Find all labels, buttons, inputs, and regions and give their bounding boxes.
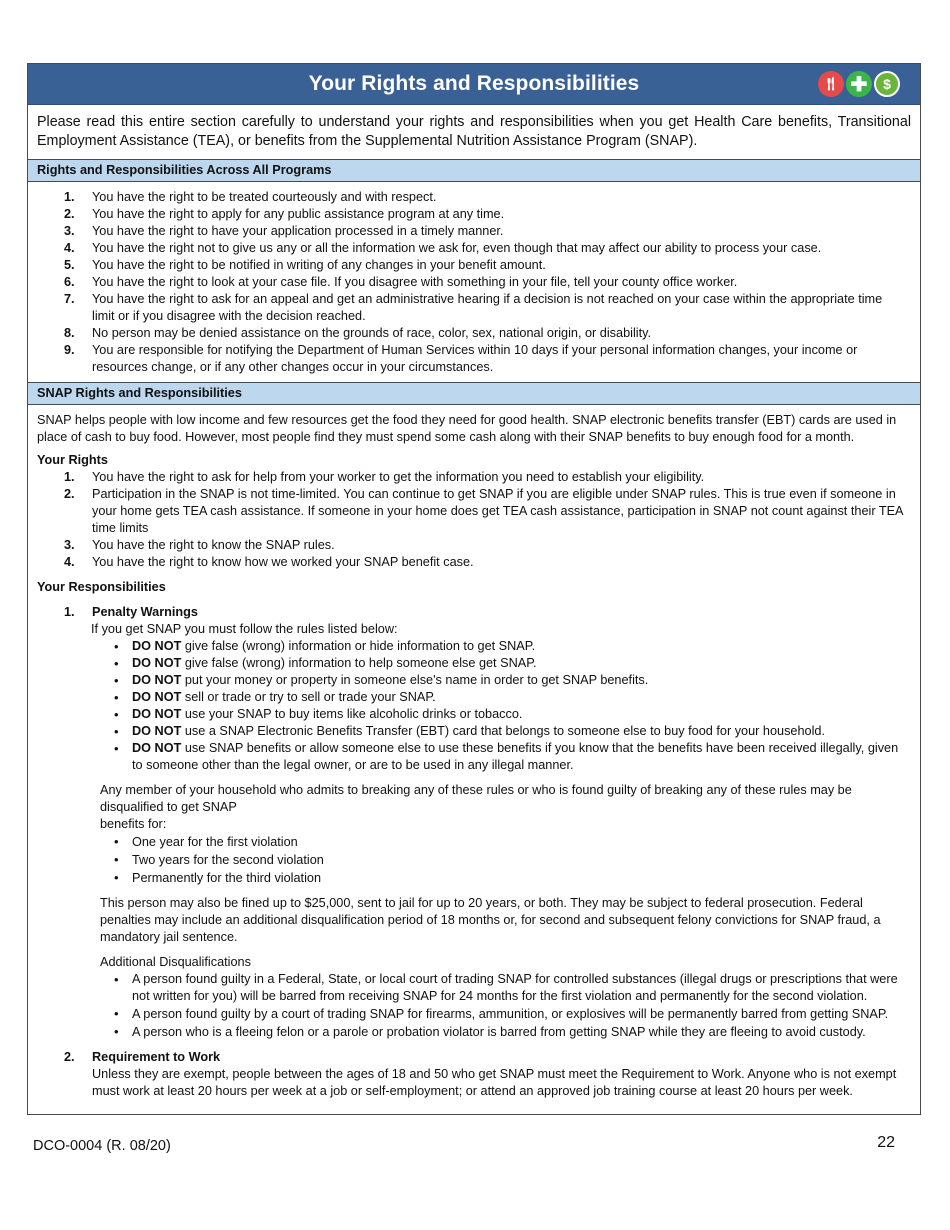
do-not-rules: [28, 638, 920, 774]
list-item: 1. You have the right to be treated courteously and with respect.: [64, 190, 437, 204]
title-bar: [28, 64, 920, 105]
disqualification-text: Any member of your household who admits to breaking any of these rules or who is found guilty of breaking any of these rules may be disqualified to get SNAP: [100, 783, 852, 814]
section-heading-snap: SNAP Rights and Responsibilities: [28, 382, 920, 405]
plus-icon: ✚: [846, 71, 872, 97]
list-item: 6. You have the right to look at your case file. If you disagree with something in your file, tell your county office worker.: [64, 275, 738, 289]
list-item: • DO NOT give false (wrong) information to help someone else get SNAP.: [28, 655, 920, 672]
requirement-to-work-text: Unless they are exempt, people between the ages of 18 and 50 who get SNAP must meet the Requirement to Work. Anyone who is not exempt must work at least 20 hours per week at a job or self-employment; or attend an approved job training course at least 20 hours per week.: [92, 1067, 897, 1098]
disqualification-text-2: benefits for:: [100, 817, 167, 831]
penalty-warnings-heading: Penalty Warnings: [92, 605, 198, 619]
all-programs-list: [28, 182, 920, 382]
list-item: • DO NOT give false (wrong) information or hide information to get SNAP.: [28, 638, 920, 655]
list-item: • DO NOT put your money or property in someone else's name in order to get SNAP benefits.: [28, 672, 920, 689]
requirement-to-work-heading: Requirement to Work: [92, 1050, 221, 1064]
program-icons: [818, 71, 900, 97]
list-item: • A person who is a fleeing felon or a parole or probation violator is barred from getting SNAP while they are fleeing to avoid custody.: [28, 1023, 920, 1041]
page-title: Your Rights and Responsibilities: [308, 72, 640, 95]
section-heading-all-programs: Rights and Responsibilities Across All Programs: [28, 159, 920, 182]
penalty-lead: If you get SNAP you must follow the rules listed below:: [91, 622, 398, 636]
fine-text: This person may also be fined up to $25,000, sent to jail for up to 20 years, or both. They may be subject to federal prosecution. Federal penalties may include an additional disqualification period of 18 months or, for second and subsequent felony convictions for SNAP fraud, a mandatory jail sentence.: [100, 896, 881, 944]
list-item: • A person found guilty by a court of trading SNAP for firearms, ammunition, or explosives will be permanently barred from getting SNAP.: [28, 1005, 920, 1023]
list-item: • DO NOT use your SNAP to buy items like alcoholic drinks or tobacco.: [28, 706, 920, 723]
intro-text: Please read this entire section carefully to understand your rights and responsibilities when you get Health Care benefits, Transitional Employment Assistance (TEA), or benefits from the Supplemental Nutrition Assistance Program (SNAP).: [37, 114, 911, 149]
list-item: 9. You are responsible for notifying the Department of Human Services within 10 days if your personal information changes, your income or resources change, or if any other changes occur in your circumstances.: [64, 343, 858, 374]
snap-rights-list: [28, 469, 920, 571]
additional-disqualifications-heading: Additional Disqualifications: [100, 955, 251, 969]
requirement-to-work-list: [28, 1041, 920, 1100]
content-frame: [27, 63, 921, 1115]
list-item: • DO NOT use a SNAP Electronic Benefits Transfer (EBT) card that belongs to someone else to buy food for your household.: [28, 723, 920, 740]
dollar-icon: $: [874, 71, 900, 97]
list-item: 5. You have the right to be notified in writing of any changes in your benefit amount.: [64, 258, 546, 272]
list-item: 1. You have the right to ask for help from your worker to get the information you need to establish your eligibility.: [64, 470, 705, 484]
list-item: 7. You have the right to ask for an appeal and get an administrative hearing if a decision is not reached on your case within the appropriate time limit or if you disagree with the decision reached.: [64, 292, 883, 323]
additional-disqualifications-list: [28, 971, 920, 1041]
snap-intro: SNAP helps people with low income and few resources get the food they need for good health. SNAP electronic benefits transfer (EBT) cards are used in place of cash to buy food. However, most people find they must spend some cash along with their SNAP benefits to buy enough food for a month.: [37, 413, 897, 444]
penalty-warnings-item: 1. Penalty Warnings: [64, 605, 198, 619]
fork-knife-icon: 🍴︎: [818, 71, 844, 97]
list-item: • DO NOT use SNAP benefits or allow someone else to use these benefits if you know that the benefits have been received illegally, given to someone other than the legal owner, or are to be used in any illegal manner.: [28, 740, 920, 774]
list-item: • Permanently for the third violation: [28, 869, 920, 887]
list-item: • A person found guilty in a Federal, State, or local court of trading SNAP for controlled substances (illegal drugs or prescriptions that were not written for you) will be barred from receiving SNAP for 24 months for the first violation and permanently for the second violation.: [28, 971, 920, 1005]
disqualification-periods: [28, 833, 920, 887]
list-item: 4. You have the right not to give us any or all the information we ask for, even though that may affect our ability to process your case.: [64, 241, 822, 255]
page-number: 22: [877, 1134, 895, 1151]
list-item: • Two years for the second violation: [28, 851, 920, 869]
list-item: 8. No person may be denied assistance on the grounds of race, color, sex, national origin, or disability.: [64, 326, 652, 340]
form-id: DCO-0004 (R. 08/20): [33, 1138, 171, 1154]
your-responsibilities-heading: Your Responsibilities: [37, 580, 166, 594]
requirement-to-work-item: 2. Requirement to Work Unless they are exempt, people between the ages of 18 and 50 who get SNAP must meet the Requirement to Work. Anyone who is not exempt must work at least 20 hours per week at a job or self-employment; or attend an approved job training course at least 20 hours per week.: [28, 1049, 920, 1100]
list-item: 3. You have the right to know the SNAP rules.: [64, 538, 335, 552]
list-item: • One year for the first violation: [28, 833, 920, 851]
list-item: 3. You have the right to have your application processed in a timely manner.: [64, 224, 504, 238]
list-item: • DO NOT sell or trade or try to sell or trade your SNAP.: [28, 689, 920, 706]
list-item: 2. You have the right to apply for any public assistance program at any time.: [64, 207, 505, 221]
list-item: 4. You have the right to know how we worked your SNAP benefit case.: [64, 555, 474, 569]
responsibilities-list: [28, 596, 920, 621]
list-item: 2. Participation in the SNAP is not time-limited. You can continue to get SNAP if you are eligible under SNAP rules. This is true even if someone in your home gets TEA cash assistance. If someone in your home does get TEA cash assistance, participation in SNAP not count against their TEA time limits: [64, 487, 903, 535]
your-rights-heading: Your Rights: [37, 453, 108, 467]
